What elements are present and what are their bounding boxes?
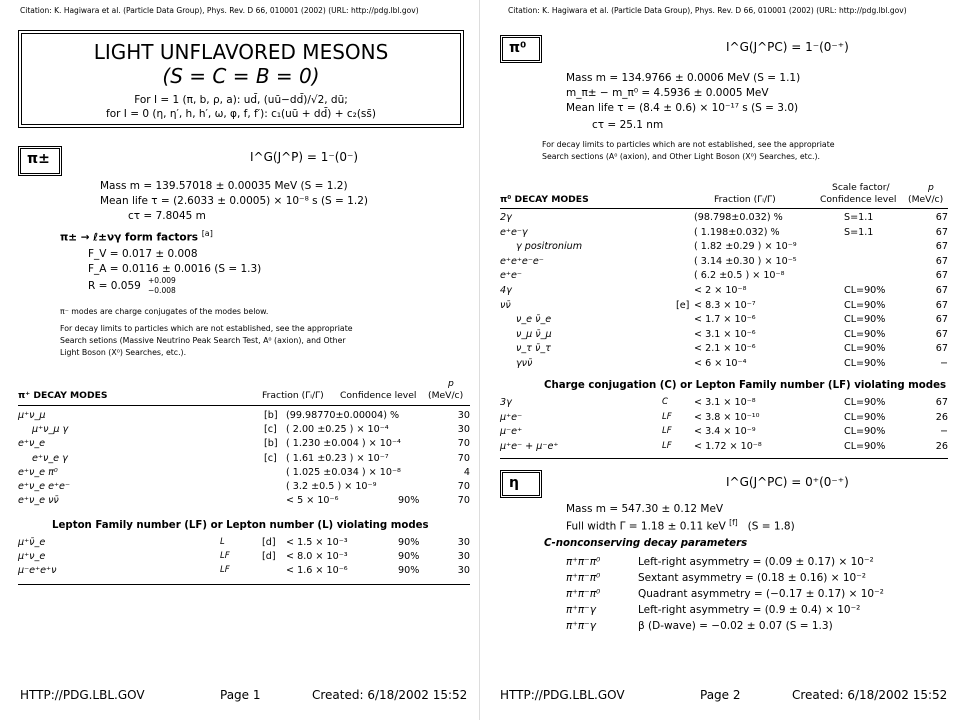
decay-momentum: 67 [935,314,948,326]
decay-fraction: < 3.1 × 10⁻⁸ [694,397,756,408]
decay-mode: e⁺e⁻ [500,270,522,282]
pi0-decay-limits-note-2: Search sections (A⁰ (axion), and Other Light Boson (X⁰) Searches, etc.). [542,152,821,161]
table-row [0,565,480,577]
decay-fraction: < 6 × 10⁻⁴ [694,358,747,369]
pi-pm-ctau: cτ = 7.8045 m [128,210,206,222]
eta-width-value: Full width Γ = 1.18 ± 0.11 keV [566,520,726,533]
decay-fraction: < 8.3 × 10⁻⁷ [694,299,756,311]
decay-fraction: ( 1.198±0.032) % [694,226,780,238]
table-rule [18,405,470,406]
pi0-decay-table-title: π⁰ DECAY MODES [500,194,589,205]
decay-momentum: 67 [935,299,948,311]
cnc-title: C-nonconserving decay parameters [544,538,748,549]
decay-fraction: (98.798±0.032) % [694,212,783,223]
eta-width-scale: (S = 1.8) [747,520,795,533]
decay-momentum: − [939,426,948,438]
table-row [480,358,960,370]
decay-fraction: < 1.5 × 10⁻³ [286,537,348,548]
decay-scale: CL=90% [844,358,886,369]
footer-created-2: Created: 6/18/2002 15:52 [792,688,948,702]
decay-scale: CL=90% [844,343,886,355]
footer-created: Created: 6/18/2002 15:52 [312,688,468,702]
parameter-mode: π⁺π⁻π⁰ [566,572,601,584]
decay-mode: μ⁺ν_μ [18,410,46,421]
decay-momentum: 70 [457,495,470,507]
table-row [0,410,480,422]
table-row [0,551,480,563]
decay-fraction: < 1.7 × 10⁻⁶ [694,314,756,326]
footer-url: HTTP://PDG.LBL.GOV [20,688,145,702]
pi-pm-quantum-numbers: I^G(J^P) = 1⁻(0⁻) [250,150,359,164]
table-row [480,227,960,239]
violation-tag: L [220,537,225,547]
decay-mode: e⁺ν_e νν̄ [18,495,59,507]
table-row [480,343,960,355]
decay-fraction: ( 1.61 ±0.23 ) × 10⁻⁷ [286,452,389,464]
table-row [480,329,960,341]
decay-momentum: 70 [457,438,470,450]
decay-scale: CL=90% [844,299,886,311]
decay-mode: e⁺ν_e [18,438,46,450]
decay-mode: γ positronium [516,241,583,253]
pi-pm-mass: Mass m = 139.57018 ± 0.00035 MeV (S = 1.2) [100,180,348,192]
col-fraction: Fraction (Γᵢ/Γ) [262,390,324,401]
pi0-ctau: cτ = 25.1 nm [592,119,664,131]
decay-note: [c] [264,452,277,464]
col-scale-top: Scale factor/ [832,182,890,193]
decay-mode: ν_e ν̄_e [516,314,552,326]
table-row [0,537,480,549]
decay-momentum: 67 [935,328,948,340]
pi0-table-bottom-rule [500,458,948,459]
table-row [480,270,960,282]
decay-momentum: 67 [935,241,948,253]
decay-note: [d] [262,551,276,563]
decay-momentum: 67 [935,270,948,282]
cc-violating-title: Charge conjugation (C) or Lepton Family number (LF) violating modes [544,380,947,391]
decay-mode: ν_μ ν̄_μ [516,328,552,340]
decay-scale: CL=90% [844,440,886,452]
parameter-value: Quadrant asymmetry = (−0.17 ± 0.17) × 10⁻² [638,588,884,600]
decay-note: [e] [676,299,690,311]
col-fraction-2: Fraction (Γᵢ/Γ) [714,194,776,205]
decay-momentum: 70 [457,452,470,464]
decay-fraction: ( 6.2 ±0.5 ) × 10⁻⁸ [694,270,785,282]
table-row [480,397,960,409]
violation-tag: LF [662,440,672,451]
parameter-mode: π⁺π⁻γ [566,604,596,616]
decay-limits-note-3: Light Boson (X⁰) Searches, etc.). [60,348,187,357]
decay-scale: S=1.1 [844,226,874,238]
table-row [480,256,960,268]
decay-mode: 3γ [500,397,512,408]
pi0-table-rule [500,208,948,209]
decay-scale: CL=90% [844,426,886,438]
form-factor-r-upper: +0.009 [148,276,176,285]
parameter-row [480,588,960,600]
particle-badge-pi-pm: π± [18,146,62,176]
pi0-decay-limits-note-1: For decay limits to particles which are not established, see the appropriate [542,140,835,149]
eta-quantum-numbers: I^G(J^PC) = 0⁺(0⁻⁺) [726,475,849,489]
parameter-row [480,604,960,616]
decay-fraction: < 1.72 × 10⁻⁸ [694,440,762,452]
parameter-row [480,620,960,632]
title-box [18,30,464,128]
violation-tag: LF [220,565,230,576]
table-row [480,241,960,253]
parameter-mode: π⁺π⁻π⁰ [566,556,601,568]
footer-page-2: Page 2 [700,688,741,702]
violation-tag: LF [220,551,230,562]
parameter-row [480,556,960,568]
pi0-quantum-numbers: I^G(J^PC) = 1⁻(0⁻⁺) [726,40,849,54]
table-row [480,426,960,438]
pi-pm-mean-life: Mean life τ = (2.6033 ± 0.0005) × 10⁻⁸ s (S = 1.2) [100,195,368,207]
form-factors-title-text: π± → ℓ±νγ form factors [60,231,199,244]
decay-fraction: (99.98770±0.00004) % [286,410,400,421]
pi0-mean-life: Mean life τ = (8.4 ± 0.6) × 10⁻¹⁷ s (S = 3.0) [566,102,799,114]
table-row [0,495,480,507]
decay-fraction: < 1.6 × 10⁻⁶ [286,565,348,577]
decay-note: [d] [262,537,276,548]
decay-confidence: 90% [398,537,420,548]
decay-momentum: − [939,358,948,369]
parameter-value: Left-right asymmetry = (0.09 ± 0.17) × 10⁻² [638,556,874,568]
decay-scale: CL=90% [844,411,886,423]
col-p-top-2: p [928,182,934,193]
table-row [0,481,480,493]
decay-fraction: ( 3.2 ±0.5 ) × 10⁻⁹ [286,481,377,492]
table-row [0,438,480,450]
decay-fraction: < 3.1 × 10⁻⁶ [694,328,756,340]
col-scale: Confidence level [820,194,897,205]
violation-tag: LF [662,411,672,422]
table-row [480,285,960,297]
decay-limits-note-2: Search setions (Massive Neutrino Peak Search Test, A⁰ (axion), and Other [60,336,346,345]
decay-mode: e⁺e⁺e⁻e⁻ [500,255,544,267]
eta-width-note: [f] [729,518,738,527]
citation-2: Citation: K. Hagiwara et al. (Particle Data Group), Phys. Rev. D 66, 010001 (2002) (URL: http://pdg.lbl.gov) [508,6,907,15]
table-row [480,412,960,424]
decay-mode: μ⁻e⁺ [500,426,523,438]
violation-tag: C [662,397,668,407]
charge-conjugate-note: π⁻ modes are charge conjugates of the modes below. [60,307,269,316]
decay-fraction: < 3.8 × 10⁻¹⁰ [694,411,760,423]
decay-momentum: 26 [935,440,948,452]
decay-note: [b] [264,410,278,421]
decay-fraction: < 5 × 10⁻⁶ [286,495,339,507]
parameter-value: β (D-wave) = −0.02 ± 0.07 (S = 1.3) [638,620,833,632]
decay-fraction: < 8.0 × 10⁻³ [286,551,348,563]
table-row [0,424,480,436]
decay-fraction: ( 3.14 ±0.30 ) × 10⁻⁵ [694,255,797,267]
particle-badge-eta: η [500,470,542,498]
decay-momentum: 30 [457,565,470,577]
decay-mode: μ⁻e⁺e⁺ν [18,565,57,577]
decay-momentum: 67 [935,212,948,223]
decay-mode: γνν̄ [516,358,533,369]
form-factor-r-lower: −0.008 [148,286,176,295]
pi-pm-decay-table-title: π⁺ DECAY MODES [18,390,108,401]
decay-mode: e⁺ν_e γ [32,452,68,464]
table-row [0,467,480,479]
form-factors-title [60,229,213,244]
form-factor-r: R = 0.059 [88,280,141,292]
decay-momentum: 30 [457,537,470,548]
table-row [480,212,960,224]
table-row [0,453,480,465]
quark-content-isovector: For I = 1 (π, b, ρ, a): ud̄, (uū−dd̄)/√2, dū; [134,94,348,106]
parameter-value: Left-right asymmetry = (0.9 ± 0.4) × 10⁻² [638,604,861,616]
decay-momentum: 26 [935,411,948,423]
decay-momentum: 67 [935,343,948,355]
table-bottom-rule [18,584,470,585]
decay-fraction: < 2.1 × 10⁻⁶ [694,343,756,355]
decay-scale: CL=90% [844,314,886,326]
decay-momentum: 30 [457,551,470,563]
decay-mode: 2γ [500,212,512,223]
decay-mode: e⁺ν_e e⁺e⁻ [18,481,71,492]
form-factor-fv: F_V = 0.017 ± 0.008 [88,248,198,260]
form-factors-note: [a] [201,229,213,238]
decay-momentum: 30 [457,424,470,436]
parameter-mode: π⁺π⁻π⁰ [566,588,601,600]
citation: Citation: K. Hagiwara et al. (Particle Data Group), Phys. Rev. D 66, 010001 (2002) (URL: http://pdg.lbl.gov) [20,6,419,15]
decay-momentum: 30 [457,410,470,421]
decay-fraction: < 2 × 10⁻⁸ [694,285,747,296]
page-2 [480,0,960,720]
col-confidence: Confidence level [340,390,417,401]
parameter-value: Sextant asymmetry = (0.18 ± 0.16) × 10⁻² [638,572,866,584]
decay-scale: CL=90% [844,328,886,340]
table-row [480,441,960,453]
table-row [480,300,960,312]
decay-scale: CL=90% [844,397,886,408]
decay-scale: CL=90% [844,285,886,296]
decay-mode: μ⁺ν̄_e [18,537,46,548]
decay-confidence: 90% [398,565,420,577]
quark-content-isoscalar: for I = 0 (η, η′, h, h′, ω, φ, f, f′): c₁(uū + dd̄) + c₂(ss̄) [106,108,376,120]
footer-page: Page 1 [220,688,261,702]
decay-mode: 4γ [500,285,512,296]
decay-momentum: 67 [935,285,948,296]
decay-mode: e⁺ν_e π⁰ [18,466,58,478]
col-p-2: (MeV/c) [908,194,944,205]
particle-badge-pi0: π⁰ [500,35,542,63]
eta-mass: Mass m = 547.30 ± 0.12 MeV [566,503,724,515]
footer-url-2: HTTP://PDG.LBL.GOV [500,688,625,702]
decay-momentum: 67 [935,226,948,238]
decay-limits-note-1: For decay limits to particles which are not established, see the appropriate [60,324,353,333]
decay-note: [c] [264,424,277,436]
form-factor-fa: F_A = 0.0116 ± 0.0016 (S = 1.3) [88,263,262,275]
decay-mode: ν_τ ν̄_τ [516,343,551,355]
pi0-mass-difference: m_π± − m_π⁰ = 4.5936 ± 0.0005 MeV [566,87,769,99]
col-p-top: p [448,378,454,389]
decay-fraction: ( 1.025 ±0.034 ) × 10⁻⁸ [286,466,401,478]
eta-width [566,518,795,533]
violation-tag: LF [662,426,672,437]
table-row [480,314,960,326]
decay-mode: νν̄ [500,299,511,311]
pi0-mass: Mass m = 134.9766 ± 0.0006 MeV (S = 1.1) [566,72,801,84]
decay-note: [b] [264,438,278,450]
decay-fraction: < 3.4 × 10⁻⁹ [694,426,756,438]
page-title: LIGHT UNFLAVORED MESONS [93,40,389,64]
decay-momentum: 67 [935,397,948,408]
lf-violating-title: Lepton Family number (LF) or Lepton number (L) violating modes [52,520,429,531]
decay-momentum: 67 [935,255,948,267]
decay-scale: S=1.1 [844,212,874,223]
decay-momentum: 4 [463,466,470,478]
decay-mode: e⁺e⁻γ [500,226,528,238]
decay-mode: μ⁺e⁻ + μ⁻e⁺ [500,440,559,452]
parameter-row [480,572,960,584]
decay-fraction: ( 1.230 ±0.004 ) × 10⁻⁴ [286,438,401,450]
col-p: (MeV/c) [428,390,464,401]
decay-mode: μ⁺ν_e [18,551,46,563]
parameter-mode: π⁺π⁻γ [566,620,596,632]
decay-confidence: 90% [398,551,420,563]
decay-fraction: ( 2.00 ±0.25 ) × 10⁻⁴ [286,424,389,436]
decay-confidence: 90% [398,495,420,507]
decay-mode: μ⁺e⁻ [500,411,523,423]
decay-momentum: 70 [457,481,470,492]
page-subtitle: (S = C = B = 0) [162,64,320,88]
decay-fraction: ( 1.82 ±0.29 ) × 10⁻⁹ [694,241,797,253]
decay-mode: μ⁺ν_μ γ [32,424,69,436]
